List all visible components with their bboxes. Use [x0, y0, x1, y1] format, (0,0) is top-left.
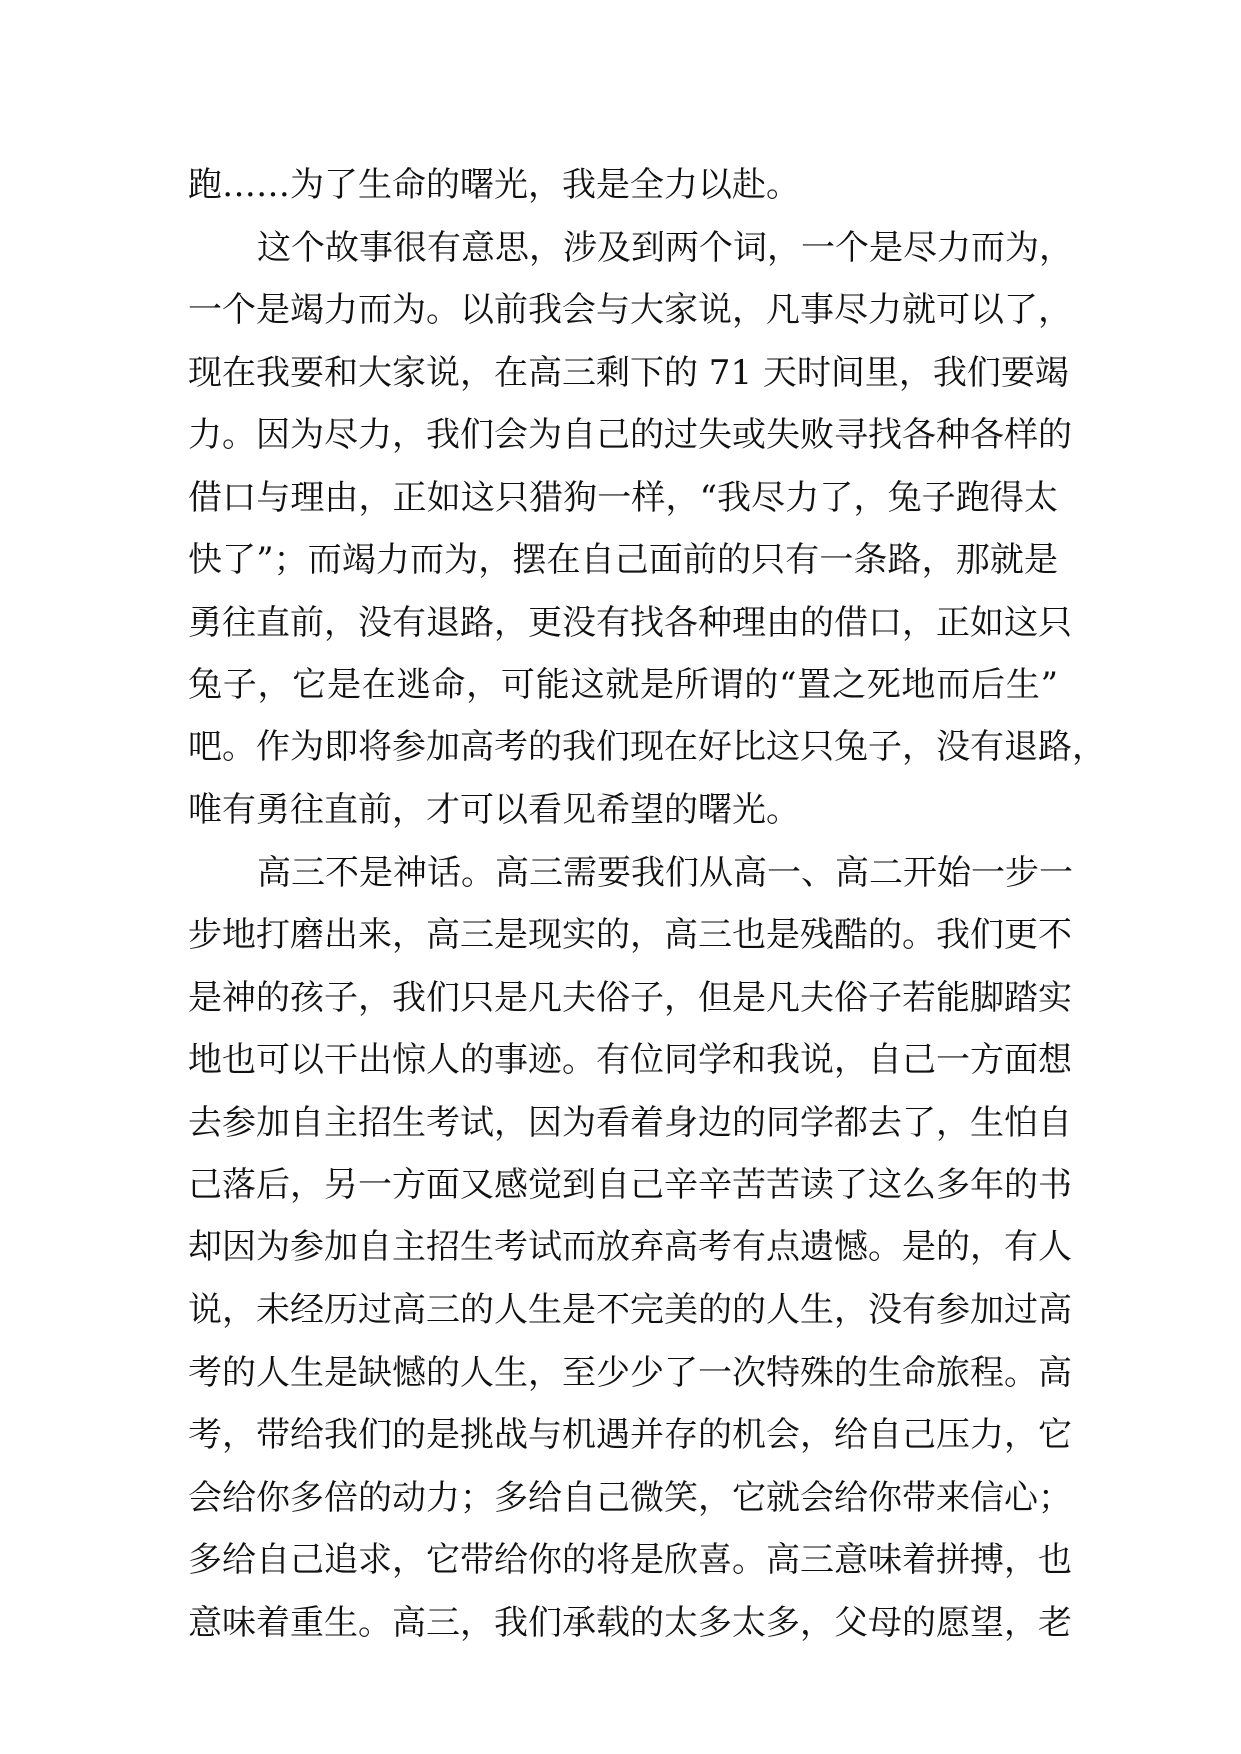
text-line: 考，带给我们的是挑战与机遇并存的机会，给自己压力，它 — [188, 1415, 1072, 1455]
text-line: 高三不是神话。高三需要我们从高一、高二开始一步一 — [257, 853, 1073, 893]
text-line: 唯有勇往直前，才可以看见希望的曙光。 — [188, 790, 800, 830]
text-line: 一个是竭力而为。以前我会与大家说，凡事尽力就可以了， — [188, 290, 1072, 330]
text-line: 是神的孩子，我们只是凡夫俗子，但是凡夫俗子若能脚踏实 — [188, 978, 1072, 1018]
text-line: 现在我要和大家说，在高三剩下的 71 天时间里，我们要竭 — [188, 353, 1069, 393]
text-line: 说，未经历过高三的人生是不完美的的人生，没有参加过高 — [188, 1290, 1072, 1330]
text-line: 跑……为了生命的曙光，我是全力以赴。 — [188, 165, 800, 205]
text-line: 勇往直前，没有退路，更没有找各种理由的借口，正如这只 — [188, 603, 1072, 643]
text-line: 这个故事很有意思，涉及到两个词，一个是尽力而为， — [257, 228, 1073, 268]
text-line: 快了”；而竭力而为，摆在自己面前的只有一条路，那就是 — [188, 540, 1058, 580]
text-line: 会给你多倍的动力；多给自己微笑，它就会给你带来信心； — [188, 1478, 1072, 1518]
text-line: 却因为参加自主招生考试而放弃高考有点遗憾。是的，有人 — [188, 1227, 1072, 1267]
text-line: 力。因为尽力，我们会为自己的过失或失败寻找各种各样的 — [188, 415, 1072, 455]
text-line: 去参加自主招生考试，因为看着身边的同学都去了，生怕自 — [188, 1103, 1072, 1143]
text-line: 地也可以干出惊人的事迹。有位同学和我说，自己一方面想 — [188, 1040, 1072, 1080]
text-line: 借口与理由，正如这只猎狗一样，“我尽力了，兔子跑得太 — [188, 478, 1058, 518]
text-line: 多给自己追求，它带给你的将是欣喜。高三意味着拼搏，也 — [188, 1540, 1072, 1580]
text-line: 己落后，另一方面又感觉到自己辛辛苦苦读了这么多年的书 — [188, 1165, 1072, 1205]
text-line: 步地打磨出来，高三是现实的，高三也是残酷的。我们更不 — [188, 915, 1072, 955]
text-line: 考的人生是缺憾的人生，至少少了一次特殊的生命旅程。高 — [188, 1353, 1072, 1393]
text-line: 吧。作为即将参加高考的我们现在好比这只兔子，没有退路， — [188, 727, 1106, 767]
text-line: 意味着重生。高三，我们承载的太多太多，父母的愿望，老 — [188, 1603, 1072, 1643]
text-line: 兔子，它是在逃命，可能这就是所谓的“置之死地而后生” — [188, 665, 1058, 705]
